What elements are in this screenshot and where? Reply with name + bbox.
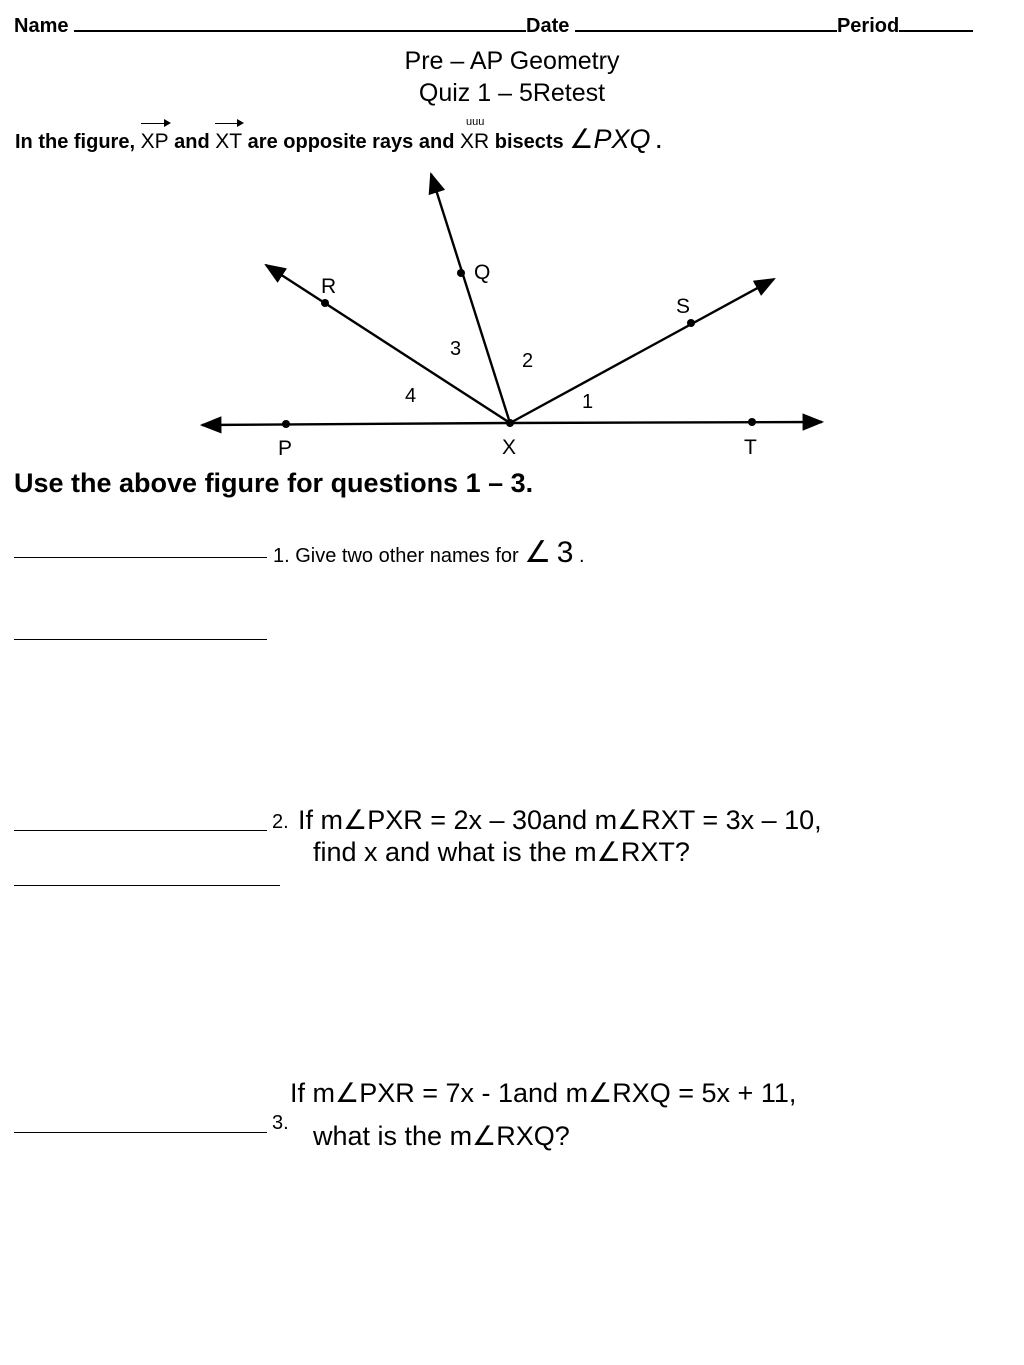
q3-answer-blank[interactable] — [14, 1132, 267, 1133]
section-heading: Use the above figure for questions 1 – 3. — [14, 468, 534, 498]
ray-line-xp — [202, 423, 510, 425]
angle-label-3: 3 — [450, 338, 462, 360]
q1-text: 1. Give two other names for — [273, 545, 519, 567]
q2-line-2: find x and what is the m∠RXT? — [313, 837, 690, 867]
label-t: T — [744, 436, 757, 459]
intro-bisects: bisects — [494, 131, 564, 153]
label-s: S — [676, 295, 691, 318]
angle-label-2: 2 — [522, 350, 534, 372]
q2-answer-blank-2[interactable] — [14, 885, 280, 886]
intro-mid: are opposite rays and — [247, 131, 455, 153]
label-p: P — [278, 437, 293, 460]
intro-end: . — [656, 131, 662, 153]
point-t — [748, 418, 756, 426]
label-r: R — [321, 275, 337, 298]
q1-end: . — [578, 545, 585, 567]
q2-number: 2. — [272, 811, 289, 833]
label-q: Q — [474, 261, 491, 284]
ray-xr-mark: uuu — [465, 116, 485, 128]
name-label: Name — [14, 15, 69, 37]
ray-line-xs — [510, 279, 774, 423]
question-1 — [273, 535, 585, 570]
q1-answer-blank-1[interactable] — [14, 557, 267, 558]
point-r — [321, 299, 329, 307]
page-title: Pre – AP Geometry — [404, 47, 620, 75]
intro-angle: ∠PXQ — [569, 124, 651, 154]
period-label: Period — [836, 15, 900, 37]
page-subtitle: Quiz 1 – 5Retest — [418, 79, 606, 107]
ray-xt: XT — [215, 130, 242, 154]
ray-line-xr — [266, 265, 510, 423]
date-label: Date — [526, 15, 570, 37]
point-s — [687, 319, 695, 327]
ray-line-xq — [431, 174, 510, 423]
label-x: X — [502, 436, 517, 459]
q1-angle-number: 3 — [556, 536, 574, 569]
ray-line-xt — [510, 422, 822, 423]
q1-angle-symbol: ∠ — [524, 536, 552, 569]
q1-answer-blank-2[interactable] — [14, 639, 267, 640]
q2-line-1: If m∠PXR = 2x – 30and m∠RXT = 3x – 10, — [298, 805, 822, 835]
angle-label-4: 4 — [405, 385, 417, 407]
angle-label-1: 1 — [582, 391, 594, 413]
q3-number: 3. — [272, 1112, 289, 1134]
intro-prefix: In the figure, — [15, 131, 135, 153]
ray-xr: uuu XR — [459, 116, 490, 153]
q2-answer-blank-1[interactable] — [14, 830, 267, 831]
point-p — [282, 420, 290, 428]
ray-xp: XP — [141, 130, 169, 154]
intro-and: and — [174, 131, 210, 153]
angle-figure — [0, 0, 1024, 470]
q3-line-1: If m∠PXR = 7x - 1and m∠RXQ = 5x + 11, — [290, 1078, 797, 1108]
point-q — [457, 269, 465, 277]
point-x — [506, 419, 514, 427]
q3-line-2: what is the m∠RXQ? — [313, 1121, 570, 1151]
